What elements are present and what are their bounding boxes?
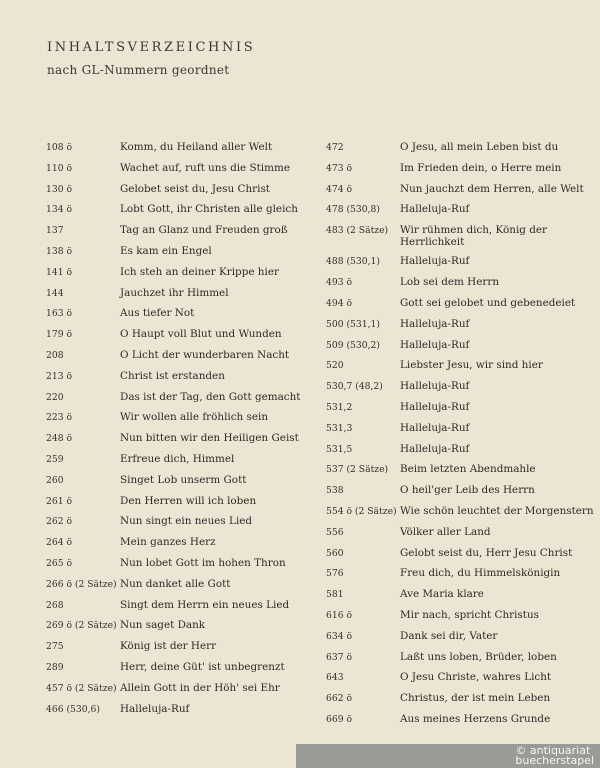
- hymn-number: 637 ö: [326, 651, 352, 663]
- hymn-title: Herr, deine Güt' ist unbegrenzt: [120, 660, 285, 673]
- hymn-title: Gelobet seist du, Jesu Christ: [120, 182, 270, 195]
- hymn-number: 266 ö (2 Sätze): [46, 578, 117, 590]
- list-item: [46, 699, 316, 720]
- hymn-number: 466 (530,6): [46, 703, 100, 715]
- hymn-number: 138 ö: [46, 245, 72, 257]
- hymn-number: 478 (530,8): [326, 204, 380, 216]
- hymn-number: 509 (530,2): [326, 339, 380, 351]
- hymn-title: Erfreue dich, Himmel: [120, 452, 235, 465]
- hymn-number: 259: [46, 453, 64, 465]
- hymn-title: Mir nach, spricht Christus: [400, 608, 539, 621]
- hymn-number: 494 ö: [326, 297, 352, 309]
- hymn-title: Singt dem Herrn ein neues Lied: [120, 598, 290, 611]
- hymn-number: 208: [46, 349, 64, 361]
- hymn-title: Halleluja-Ruf: [400, 255, 470, 268]
- hymn-title: Beim letzten Abendmahle: [400, 463, 536, 476]
- list-item: [46, 366, 316, 387]
- list-item: [46, 158, 316, 179]
- list-item: [46, 470, 316, 491]
- list-item: [326, 179, 588, 200]
- hymn-title: Lob sei dem Herrn: [400, 276, 500, 289]
- hymn-number: 275: [46, 641, 64, 653]
- hymn-number: 268: [46, 599, 64, 611]
- hymn-title: Das ist der Tag, den Gott gemacht: [120, 390, 301, 403]
- hymn-title: Wachet auf, ruft uns die Stimme: [120, 161, 290, 174]
- hymn-number: 538: [326, 485, 344, 497]
- list-item: [46, 678, 316, 699]
- hymn-number: 260: [46, 474, 64, 486]
- list-item: [46, 199, 316, 220]
- hymn-number: 289: [46, 661, 64, 673]
- hymn-title: Tag an Glanz und Freuden groß: [120, 224, 288, 237]
- hymn-title: Jauchzet ihr Himmel: [120, 286, 229, 299]
- hymn-number: 269 ö (2 Sätze): [46, 620, 117, 632]
- hymn-title: Liebster Jesu, wir sind hier: [400, 359, 543, 372]
- hymn-title: Nun saget Dank: [120, 619, 206, 632]
- hymn-number: 141 ö: [46, 266, 72, 278]
- list-item: [46, 262, 316, 283]
- hymn-title: O Jesu, all mein Leben bist du: [400, 141, 559, 153]
- hymn-title: Ich steh an deiner Krippe hier: [120, 265, 279, 278]
- hymn-title: Christus, der ist mein Leben: [400, 692, 551, 705]
- list-item: [46, 615, 316, 636]
- list-item: [326, 397, 588, 418]
- list-item: [326, 314, 588, 335]
- list-item: [326, 688, 588, 709]
- hymn-title: Halleluja-Ruf: [400, 338, 470, 351]
- list-item: [326, 605, 588, 626]
- hymn-number: 530,7 (48,2): [326, 381, 383, 393]
- hymn-number: 560: [326, 547, 344, 559]
- hymn-title: Ave Maria klare: [400, 588, 484, 601]
- list-item: [326, 626, 588, 647]
- list-item: [326, 418, 588, 439]
- hymn-number: 473 ö: [326, 162, 352, 174]
- hymn-number: 669 ö: [326, 713, 352, 725]
- hymn-title: Freu dich, du Himmelskönigin: [400, 567, 561, 580]
- hymn-number: 265 ö: [46, 557, 72, 569]
- list-item: [326, 647, 588, 668]
- hymn-title: Halleluja-Ruf: [400, 421, 470, 434]
- hymn-title: Völker aller Land: [400, 525, 491, 538]
- list-item: [46, 636, 316, 657]
- list-item: [326, 376, 588, 397]
- hymn-number: 500 (531,1): [326, 318, 380, 330]
- left-column: [46, 137, 316, 719]
- list-item: [46, 491, 316, 512]
- hymn-title: Wir wollen alle fröhlich sein: [120, 411, 269, 424]
- hymn-title: Laßt uns loben, Brüder, loben: [400, 650, 557, 663]
- list-item: [46, 324, 316, 345]
- list-item: [46, 428, 316, 449]
- list-item: [326, 522, 588, 543]
- hymn-title: Christ ist erstanden: [120, 369, 225, 382]
- hymn-number: 213 ö: [46, 370, 72, 382]
- hymn-title: Mein ganzes Herz: [120, 536, 216, 549]
- list-item: [326, 137, 588, 158]
- list-item: [326, 158, 588, 179]
- list-item: [46, 220, 316, 241]
- hymn-title: Lobt Gott, ihr Christen alle gleich: [120, 203, 298, 216]
- hymn-number: 262 ö: [46, 516, 72, 528]
- list-item: [46, 511, 316, 532]
- list-item: [46, 387, 316, 408]
- hymn-number: 531,5: [326, 443, 353, 455]
- list-item: [46, 657, 316, 678]
- list-item: [326, 439, 588, 460]
- list-item: [46, 553, 316, 574]
- hymn-number: 261 ö: [46, 495, 72, 507]
- hymn-title: Den Herren will ich loben: [120, 494, 257, 507]
- list-item: [326, 543, 588, 564]
- hymn-title: Halleluja-Ruf: [400, 203, 470, 216]
- hymn-title: Gott sei gelobet und gebenedeiet: [400, 296, 576, 309]
- hymn-title: Wir rühmen dich, König der Herrlichkeit: [400, 224, 548, 248]
- hymn-title: O Jesu Christe, wahres Licht: [400, 671, 552, 684]
- hymn-number: 108 ö: [46, 142, 72, 153]
- hymn-number: 179 ö: [46, 329, 72, 341]
- hymn-title: Nun singt ein neues Lied: [120, 515, 253, 528]
- list-item: [326, 501, 594, 522]
- hymn-title: Es kam ein Engel: [120, 244, 212, 257]
- hymn-title: Halleluja-Ruf: [400, 380, 470, 393]
- hymn-title: O Licht der wunderbaren Nacht: [120, 348, 290, 361]
- hymn-number: 634 ö: [326, 630, 352, 642]
- hymn-number: 581: [326, 589, 344, 601]
- list-item: [326, 584, 588, 605]
- list-item: [326, 220, 588, 251]
- hymn-number: 163 ö: [46, 308, 72, 320]
- hymn-number: 264 ö: [46, 537, 72, 549]
- hymn-title: O heil'ger Leib des Herrn: [400, 484, 535, 497]
- list-item: [46, 449, 316, 470]
- hymn-title: Nun jauchzt dem Herren, alle Welt: [400, 182, 584, 195]
- list-item: [326, 709, 588, 730]
- hymn-title: Halleluja-Ruf: [400, 400, 470, 413]
- hymn-number: 248 ö: [46, 433, 72, 445]
- hymn-number: 457 ö (2 Sätze): [46, 682, 117, 694]
- watermark-logo: © antiquariat buecherstapel: [515, 744, 594, 767]
- hymn-title: Aus tiefer Not: [120, 307, 195, 320]
- list-item: [326, 355, 588, 376]
- hymn-title: Gelobt seist du, Herr Jesu Christ: [400, 546, 573, 559]
- list-item: [46, 179, 316, 200]
- list-item: [326, 272, 588, 293]
- hymn-number: 137: [46, 225, 64, 237]
- list-item: [46, 241, 316, 262]
- hymn-number: 474 ö: [326, 183, 352, 195]
- list-item: [46, 532, 316, 553]
- list-item: [326, 293, 588, 314]
- list-item: [326, 199, 588, 220]
- hymn-title: Aus meines Herzens Grunde: [400, 712, 551, 725]
- hymn-number: 576: [326, 568, 344, 580]
- hymn-number: 220: [46, 391, 64, 403]
- list-item: [326, 335, 588, 356]
- hymn-title: O Haupt voll Blut und Wunden: [120, 328, 282, 341]
- hymn-number: 616 ö: [326, 609, 352, 621]
- hymn-number: 531,3: [326, 422, 353, 434]
- hymn-title: Halleluja-Ruf: [120, 702, 190, 715]
- hymn-title: Halleluja-Ruf: [400, 317, 470, 330]
- hymn-number: 643: [326, 672, 344, 684]
- hymn-title: Halleluja-Ruf: [400, 442, 470, 455]
- list-item: [326, 459, 588, 480]
- page-title: INHALTSVERZEICHNIS: [47, 40, 256, 55]
- hymn-number: 130 ö: [46, 183, 72, 195]
- hymn-number: 662 ö: [326, 693, 352, 705]
- hymn-number: 134 ö: [46, 204, 72, 216]
- hymn-title: König ist der Herr: [120, 640, 217, 653]
- list-item: [46, 595, 316, 616]
- hymn-number: 493 ö: [326, 277, 352, 289]
- hymn-number: 537 (2 Sätze): [326, 464, 389, 476]
- hymn-number: 110 ö: [46, 162, 72, 174]
- watermark-stamp: [296, 744, 600, 768]
- hymn-number: 531,2: [326, 401, 353, 413]
- hymn-number: 556: [326, 526, 344, 538]
- hymn-number: 144: [46, 287, 64, 299]
- list-item: [46, 345, 316, 366]
- list-item: [326, 480, 588, 501]
- list-item: [46, 574, 316, 595]
- list-item: [46, 303, 316, 324]
- hymn-title: Singet Lob unserm Gott: [120, 473, 247, 486]
- hymn-title: Allein Gott in der Höh' sei Ehr: [120, 681, 280, 694]
- hymn-title: Nun danket alle Gott: [120, 577, 231, 590]
- list-item: [46, 407, 316, 428]
- hymn-number: 520: [326, 360, 344, 372]
- list-item: [326, 667, 588, 688]
- page-subtitle: nach GL-Nummern geordnet: [47, 63, 230, 77]
- hymn-title: Im Frieden dein, o Herre mein: [400, 161, 562, 174]
- list-item: [46, 137, 316, 158]
- list-item: [46, 283, 316, 304]
- list-item: [326, 251, 588, 272]
- hymn-title: Wie schön leuchtet der Morgenstern: [400, 504, 594, 517]
- hymn-number: 488 (530,1): [326, 256, 380, 268]
- hymn-title: Nun lobet Gott im hohen Thron: [120, 556, 286, 569]
- hymn-title: Nun bitten wir den Heiligen Geist: [120, 432, 299, 445]
- right-column: [326, 137, 594, 730]
- hymn-number: 223 ö: [46, 412, 72, 424]
- hymn-number: 483 (2 Sätze): [326, 225, 389, 237]
- hymn-number: 472: [326, 142, 344, 153]
- hymn-title: Dank sei dir, Vater: [400, 629, 498, 642]
- hymn-number: 554 ö (2 Sätze): [326, 505, 397, 517]
- hymn-title: Komm, du Heiland aller Welt: [120, 141, 273, 153]
- list-item: [326, 563, 588, 584]
